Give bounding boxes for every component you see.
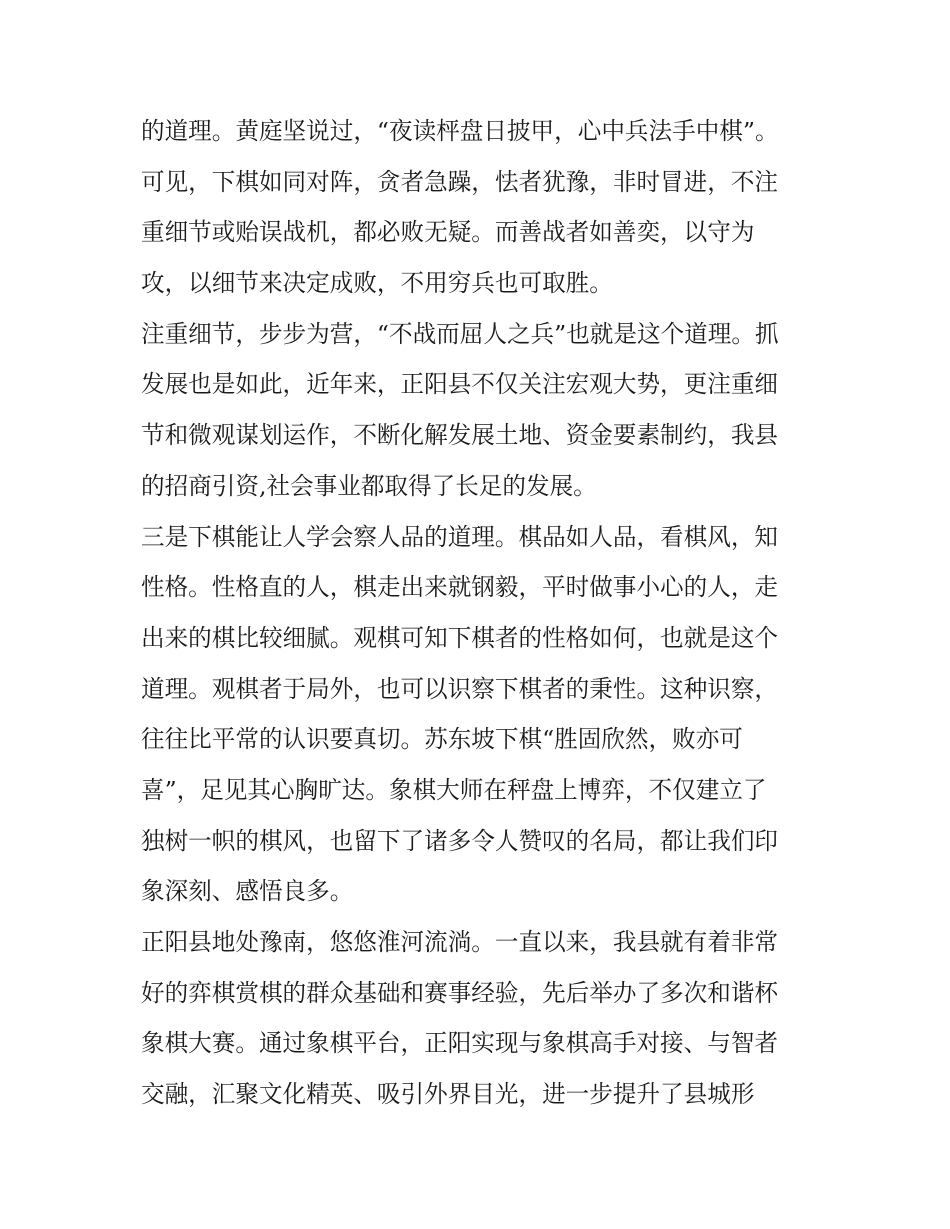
text-line-6: 发展也是如此，近年来，正阳县不仅关注宏观大势，更注重细 bbox=[141, 370, 779, 399]
text-line-17: 正阳县地处豫南，悠悠淮河流淌。一直以来，我县就有着非常 bbox=[141, 928, 779, 956]
text-line-18: 好的弈棋赏棋的群众基础和赛事经验，先后举办了多次和谐杯 bbox=[141, 978, 779, 1007]
text-line-13: 往往比平常的认识要真切。苏东坡下棋“胜固欣然，败亦可 bbox=[141, 725, 743, 754]
text-line-1: 的道理。黄庭坚说过，“夜读枰盘日披甲，心中兵法手中棋”。 bbox=[141, 117, 779, 145]
text-line-14: 喜”，足见其心胸旷达。象棋大师在秤盘上博弈，不仅建立了 bbox=[141, 775, 767, 804]
text-line-9: 三是下棋能让人学会察人品的道理。棋品如人品，看棋风，知 bbox=[141, 522, 779, 551]
text-line-15: 独树一帜的棋风，也留下了诸多令人赞叹的名局，都让我们印 bbox=[141, 826, 779, 855]
body-text bbox=[141, 106, 821, 1120]
text-line-4: 攻，以细节来决定成败，不用穷兵也可取胜。 bbox=[141, 269, 613, 298]
text-line-7: 节和微观谋划运作，不断化解发展土地、资金要素制约，我县 bbox=[141, 421, 779, 450]
text-line-5: 注重细节，步步为营，“不战而屈人之兵”也就是这个道理。抓 bbox=[141, 319, 779, 348]
text-line-16: 象深刻、感悟良多。 bbox=[141, 877, 354, 906]
text-line-11: 出来的棋比较细腻。观棋可知下棋者的性格如何，也就是这个 bbox=[141, 623, 779, 652]
text-line-12: 道理。观棋者于局外，也可以识察下棋者的秉性。这种识察， bbox=[141, 674, 779, 703]
text-line-19: 象棋大赛。通过象棋平台，正阳实现与象棋高手对接、与智者 bbox=[141, 1029, 779, 1058]
text-line-10: 性格。性格直的人，棋走出来就钢毅，平时做事小心的人，走 bbox=[141, 573, 779, 602]
text-line-3: 重细节或贻误战机，都必败无疑。而善战者如善奕，以守为 bbox=[141, 218, 755, 247]
text-line-20: 交融，汇聚文化精英、吸引外界目光，进一步提升了县城形 bbox=[141, 1080, 755, 1109]
text-line-8: 的招商引资,社会事业都取得了长足的发展。 bbox=[141, 471, 597, 500]
text-line-2: 可见，下棋如同对阵，贪者急躁，怯者犹豫，非时冒进，不注 bbox=[141, 167, 779, 196]
